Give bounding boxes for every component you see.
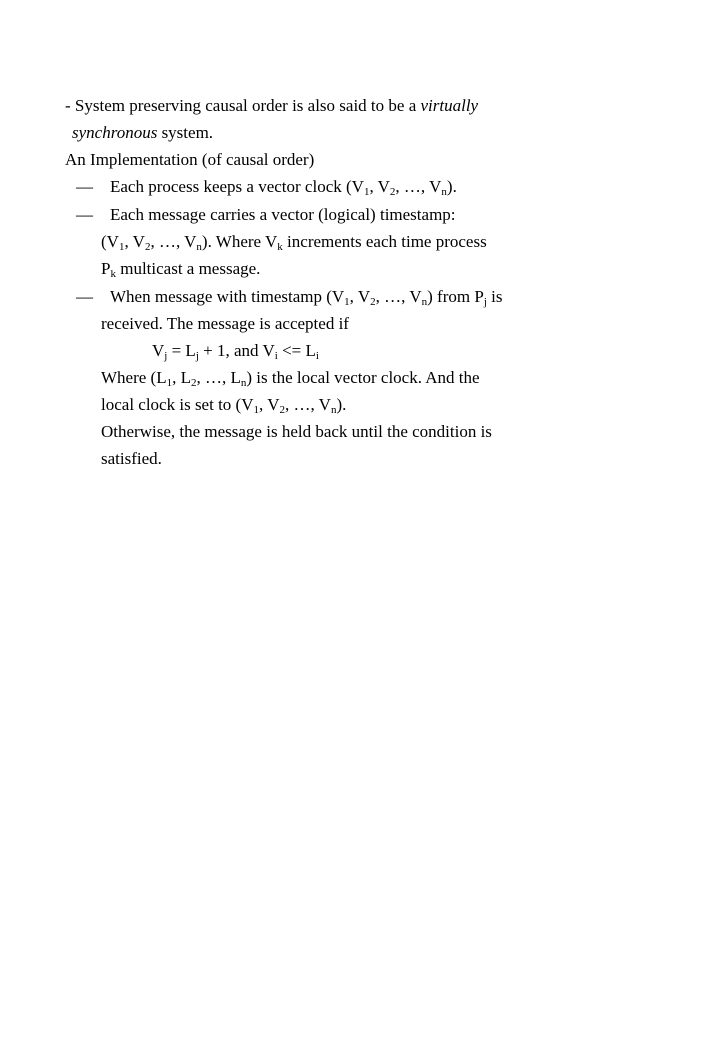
item3-text: When message with timestamp (V — [110, 287, 345, 306]
subscript: 1 — [118, 241, 125, 253]
item3-text: is — [486, 287, 503, 306]
subscript: k — [110, 268, 116, 280]
item1-text: , V — [369, 177, 390, 196]
item3-satisfied-line — [101, 449, 162, 469]
subscript: n — [330, 404, 337, 416]
item1-text: ). — [446, 177, 457, 196]
item3-text: , …, V — [284, 395, 331, 414]
intro-line-2 — [72, 123, 213, 143]
acceptance-condition — [152, 341, 319, 361]
item3-text: local clock is set to (V — [101, 395, 254, 414]
item3-text: Otherwise, the message is held back until the condition is — [101, 422, 492, 441]
em-dash-bullet: — — [76, 287, 93, 306]
heading-text: An Implementation (of causal order) — [65, 150, 315, 169]
subscript: 1 — [344, 296, 350, 308]
subscript: n — [441, 186, 447, 198]
item2-text: increments each time process — [282, 232, 487, 251]
item2-text: Each message carries a vector (logical) timestamp: — [110, 205, 456, 224]
subscript: j — [164, 350, 168, 362]
subscript: i — [315, 350, 319, 362]
intro-line-1 — [65, 96, 478, 116]
item1-text: , …, V — [395, 177, 442, 196]
intro-italic-synchronous: synchronous — [72, 123, 158, 142]
subscript: 2 — [389, 186, 396, 198]
subscript: n — [196, 241, 202, 253]
intro-text: System preserving causal order is also said to be a — [74, 96, 421, 115]
item3-text: received. The message is accepted if — [101, 314, 349, 333]
subscript: k — [277, 241, 283, 253]
bullet-marker: - — [65, 96, 71, 115]
subscript: n — [421, 296, 428, 308]
item1-text: Each process keeps a vector clock (V — [110, 177, 364, 196]
item2-text: , V — [124, 232, 145, 251]
em-dash-bullet: — — [76, 177, 93, 196]
item2-line-3 — [101, 259, 260, 279]
item3-text: ) from P — [427, 287, 484, 306]
item3-otherwise-line — [101, 422, 492, 442]
condition-text: = L — [167, 341, 196, 360]
subscript: j — [195, 350, 199, 362]
intro-text-after: system. — [157, 123, 214, 142]
item3-text: ) is the local vector clock. And the — [246, 368, 480, 387]
subscript: i — [274, 350, 278, 362]
subscript: 1 — [166, 377, 173, 389]
item3-text: satisfied. — [101, 449, 162, 468]
condition-text: V — [152, 341, 165, 360]
item2-text: P — [101, 259, 111, 278]
subscript: n — [240, 377, 247, 389]
subscript: 2 — [190, 377, 197, 389]
item3-text: , …, L — [196, 368, 241, 387]
item2-text: (V — [101, 232, 119, 251]
condition-text: + 1, and V — [198, 341, 275, 360]
item3-text: , V — [349, 287, 371, 306]
bullet-item-vector-clock — [76, 177, 457, 197]
item3-line-2 — [101, 314, 349, 334]
subscript: j — [483, 296, 487, 308]
subscript: 2 — [279, 404, 285, 416]
bullet-item-receive — [76, 287, 502, 307]
intro-italic-virtually: virtually — [420, 96, 479, 115]
item2-text: , …, V — [150, 232, 197, 251]
item3-text: , L — [172, 368, 191, 387]
item2-text: ). Where V — [201, 232, 278, 251]
section-heading — [65, 150, 314, 170]
item2-text: multicast a message. — [115, 259, 261, 278]
item2-line-2 — [101, 232, 487, 252]
item3-text: ). — [336, 395, 347, 414]
condition-text: <= L — [277, 341, 316, 360]
subscript: 1 — [363, 186, 370, 198]
item3-text: , …, V — [375, 287, 422, 306]
subscript: 2 — [144, 241, 151, 253]
em-dash-bullet: — — [76, 205, 93, 224]
item3-local-clock-line — [101, 395, 346, 415]
item3-text: Where (L — [101, 368, 167, 387]
subscript: 2 — [370, 296, 376, 308]
item3-where-line — [101, 368, 480, 388]
bullet-item-timestamp — [76, 205, 456, 225]
subscript: 1 — [253, 404, 259, 416]
item3-text: , V — [259, 395, 280, 414]
